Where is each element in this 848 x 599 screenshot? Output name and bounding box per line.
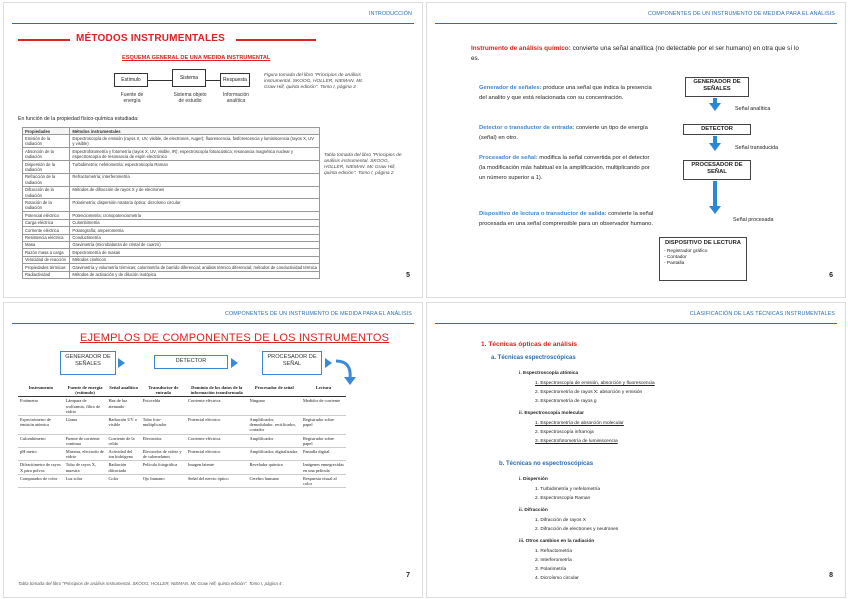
table-cell: Corriente de la celda bbox=[106, 434, 140, 447]
table-cell: Pantalla digital bbox=[301, 448, 346, 461]
property-cell: Emisión de la radiación bbox=[23, 135, 70, 148]
table-row bbox=[23, 161, 320, 174]
lead-highlight: Instrumento de análisis químico: bbox=[471, 45, 571, 52]
methods-cell: Conductimetría bbox=[70, 234, 320, 241]
table-cell: Potencial eléctrico bbox=[186, 416, 248, 435]
category-heading: ii. Difracción bbox=[519, 508, 548, 513]
arrow-right-icon bbox=[325, 358, 332, 368]
diagram-box-response: Respuesta bbox=[220, 73, 250, 87]
table-cell: Muestra, electrodo de vidrio bbox=[64, 448, 107, 461]
readout-item: - Contador bbox=[664, 255, 687, 260]
table-row bbox=[23, 271, 320, 278]
table-cell: Ninguno bbox=[248, 397, 301, 416]
diagram-box-system: Sistema bbox=[172, 69, 206, 87]
table-row bbox=[23, 148, 320, 161]
table-cell: Cerebro humano bbox=[248, 474, 301, 487]
slide-subtitle: ESQUEMA GENERAL DE UNA MEDIDA INSTRUMENTAL bbox=[122, 55, 271, 61]
category-heading: i. Dispersión bbox=[519, 477, 548, 482]
table-header-row bbox=[18, 384, 346, 397]
methods-cell: Gravimetría y volumetría térmicas; calorimetría de barrido diferencial; análisis térmico diferencial; métodos de conductividad térmica bbox=[70, 264, 320, 271]
component-term: Generador de señales: bbox=[479, 85, 542, 91]
curved-arrow-icon bbox=[334, 355, 358, 385]
methods-cell: Métodos cinéticos bbox=[70, 256, 320, 263]
list-item: 1. Refractometría bbox=[535, 549, 573, 554]
methods-cell: Gravimetría (microbalanza de cristal de cuarzo) bbox=[70, 241, 320, 248]
slide-7 bbox=[3, 302, 423, 598]
lead-text: convierte una señal analítica (no detectable por el ser humano) en otra que sí lo es. bbox=[471, 45, 799, 62]
component-detector bbox=[479, 123, 657, 143]
list-item: 1. Difracción de rayos X bbox=[535, 518, 586, 523]
table-cell: Haz de luz atenuado bbox=[106, 397, 140, 416]
property-cell: Potencial eléctrico bbox=[23, 212, 70, 219]
table-cell: Amplificador, digitalizador bbox=[248, 448, 301, 461]
slide-6 bbox=[426, 2, 846, 298]
flow-label-transduced: Señal transducida bbox=[735, 145, 779, 151]
table-cell: Culombímetro bbox=[18, 434, 64, 447]
table-header: Dominio de los datos de la información transformada bbox=[186, 384, 248, 397]
readout-item: - Registrador gráfico bbox=[664, 249, 708, 254]
table-cell: Registrador sobre papel bbox=[301, 416, 346, 435]
lead-paragraph bbox=[471, 44, 807, 64]
flow-arrow-down-icon bbox=[709, 143, 721, 151]
slide-number: 6 bbox=[829, 272, 833, 279]
header-rule bbox=[435, 323, 837, 324]
table-cell: Potencial eléctrico bbox=[186, 448, 248, 461]
table-cell: Radiación difractada bbox=[106, 461, 140, 474]
diagram-label-info: Información analítica bbox=[222, 92, 250, 104]
flow-label-analytical: Señal analítica bbox=[735, 106, 771, 112]
table-header: Fuente de energía (estímulo) bbox=[64, 384, 107, 397]
table-header: Lectura bbox=[301, 384, 346, 397]
group-detector: DETECTOR bbox=[154, 355, 228, 369]
table-cell: Fotocelda bbox=[141, 397, 186, 416]
header-rule bbox=[435, 23, 837, 24]
table-cell: Revelador químico bbox=[248, 461, 301, 474]
group-generator: GENERADOR DE SEÑALES bbox=[60, 351, 116, 375]
table-row bbox=[18, 416, 346, 435]
table-row bbox=[18, 461, 346, 474]
table-cell: Difractómetro de rayos X para polvos bbox=[18, 461, 64, 474]
property-cell: Dispersión de la radiación bbox=[23, 161, 70, 174]
header-rule bbox=[12, 23, 414, 24]
category-heading: i. Espectroscopía atómica bbox=[519, 371, 579, 376]
list-item: 1. Espectrometría de absorción molecular bbox=[535, 421, 624, 426]
property-cell: Rotación de la radiación bbox=[23, 199, 70, 212]
properties-table bbox=[22, 127, 320, 279]
table-row bbox=[23, 212, 320, 219]
table-body bbox=[23, 135, 320, 279]
table-row bbox=[23, 234, 320, 241]
slide-header: COMPONENTES DE UN INSTRUMENTO DE MEDIDA PARA EL ANÁLISIS bbox=[647, 11, 835, 17]
list-item: 3. Espectrometría de rayos g bbox=[535, 399, 597, 404]
table-header: Métodos instrumentales bbox=[70, 128, 320, 135]
methods-cell: Turbidimetría; nefelometría; espectroscopía Raman bbox=[70, 161, 320, 174]
property-cell: Refracción de la radiación bbox=[23, 173, 70, 186]
flow-box-processor: PROCESADOR DE SEÑAL bbox=[683, 160, 751, 180]
component-desc: convierte la señal procesada en una señal comprensible para un observador humano. bbox=[479, 211, 654, 227]
table-row bbox=[23, 249, 320, 256]
table-cell: Electrodos de vidrio y de calomelanos bbox=[141, 448, 186, 461]
table-cell: Corriente eléctrica bbox=[186, 397, 248, 416]
table-header: Procesador de señal bbox=[248, 384, 301, 397]
property-cell: Resistencia eléctrica bbox=[23, 234, 70, 241]
table-row bbox=[23, 241, 320, 248]
table-header: Señal analítica bbox=[106, 384, 140, 397]
table-row bbox=[23, 256, 320, 263]
group-processor: PROCESADOR DE SEÑAL bbox=[262, 351, 322, 375]
list-item: 2. Interferometría bbox=[535, 558, 572, 563]
table-row bbox=[18, 434, 346, 447]
flow-arrow-down-icon bbox=[709, 206, 721, 214]
property-cell: Velocidad de reacción bbox=[23, 256, 70, 263]
table-row bbox=[23, 199, 320, 212]
table-row bbox=[23, 219, 320, 226]
table-cell: Radiación UV o visible bbox=[106, 416, 140, 435]
list-item: 1. Turbidimetría y nefelometría bbox=[535, 487, 601, 492]
table-row bbox=[18, 474, 346, 487]
table-row bbox=[18, 448, 346, 461]
table-cell: Actividad del ion hidrógeno bbox=[106, 448, 140, 461]
property-cell: Corriente eléctrica bbox=[23, 227, 70, 234]
arrow-right-icon bbox=[118, 358, 125, 368]
list-item: 1. Espectroscopía de emisión, absorción y fluorescencia bbox=[535, 381, 655, 386]
table-cell: Fotómetro bbox=[18, 397, 64, 416]
table-row bbox=[23, 186, 320, 199]
property-cell: Razón masa a carga bbox=[23, 249, 70, 256]
flow-label-processed: Señal procesada bbox=[733, 217, 774, 223]
list-item: 2. Espectroscopía Raman bbox=[535, 496, 591, 501]
diagram-label-system: Sistema objeto de estudio bbox=[173, 92, 207, 104]
methods-cell: Espectrofotometría y fotometría (rayos X, UV, visible, IR); espectroscopía fotoacústica; resonancia magnética nuclear y espectroscopía de resonancia de espín electrónico bbox=[70, 148, 320, 161]
property-cell: Radiactividad bbox=[23, 271, 70, 278]
slide-header: CLASIFICACIÓN DE LAS TÉCNICAS INSTRUMENTALES bbox=[689, 311, 835, 317]
table-source-note: Tabla tomada del libro "Principios de análisis instrumental. SKOOG, HOLLER, NIEMAN. Mc Graw Hill, quinta edición". Tomo I, página 2 bbox=[324, 153, 402, 176]
table-cell: Imagen latente bbox=[186, 461, 248, 474]
table-body bbox=[18, 397, 346, 488]
component-processor bbox=[479, 153, 657, 183]
intro-text: En función de la propiedad físico-química estudiada: bbox=[18, 116, 139, 122]
diagram-arrow-2 bbox=[206, 80, 220, 81]
slide-title: EJEMPLOS DE COMPONENTES DE LOS INSTRUMENTOS bbox=[80, 332, 390, 344]
methods-cell: Culombimetría bbox=[70, 219, 320, 226]
methods-cell: Espectrometría de masas bbox=[70, 249, 320, 256]
slide-header: INTRODUCCIÓN bbox=[368, 11, 412, 17]
category-heading: ii. Espectroscopía molecular bbox=[519, 411, 585, 416]
header-rule bbox=[12, 323, 414, 324]
table-source-note: Tabla tomada del libro "Principios de análisis instrumental. SKOOG, HOLLER, NIEMAN. Mc Graw Hill, quinta edición". Tomo I, página 4 . bbox=[18, 581, 284, 586]
table-header: Propiedades bbox=[23, 128, 70, 135]
flow-box-generator: GENERADOR DE SEÑALES bbox=[685, 77, 749, 97]
category-heading: iii. Otros cambios en la radiación bbox=[519, 539, 595, 544]
table-cell: Respuesta visual al color bbox=[301, 474, 346, 487]
property-cell: Masa bbox=[23, 241, 70, 248]
flow-box-detector: DETECTOR bbox=[683, 124, 751, 135]
methods-cell: Espectroscopía de emisión (rayos X, UV, visible, de electrones, Auger); fluorescencia, fosforescencia y luminiscencia (rayos X, UV y visible) bbox=[70, 135, 320, 148]
methods-cell: Refractometría; interferometría bbox=[70, 173, 320, 186]
table-cell: pH metro bbox=[18, 448, 64, 461]
table-cell: Luz solar bbox=[64, 474, 107, 487]
table-cell: Tubo de rayos X, muestra bbox=[64, 461, 107, 474]
flow-box-readout bbox=[659, 237, 747, 281]
component-desc: produce una señal que indica la presencia del analito y que está relacionada con su concentración. bbox=[479, 85, 652, 101]
subsection-heading: a. Técnicas espectroscópicas bbox=[491, 355, 576, 361]
examples-table bbox=[18, 384, 346, 488]
slide-number: 7 bbox=[406, 572, 410, 579]
table-cell: Tubo foto-multiplicador bbox=[141, 416, 186, 435]
table-row bbox=[23, 135, 320, 148]
table-cell: Amplificador bbox=[248, 434, 301, 447]
slide-number: 5 bbox=[406, 272, 410, 279]
table-cell: Película fotográfica bbox=[141, 461, 186, 474]
property-cell: Difracción de la radiación bbox=[23, 186, 70, 199]
title-bar-right bbox=[236, 39, 316, 41]
table-header: Transductor de entrada bbox=[141, 384, 186, 397]
arrow-right-icon bbox=[231, 358, 238, 368]
property-cell: Carga eléctrica bbox=[23, 219, 70, 226]
table-cell: Lámpara de wolframio, filtro de vidrio bbox=[64, 397, 107, 416]
component-term: Procesador de señal: bbox=[479, 155, 538, 161]
flow-arrow-down-icon bbox=[709, 103, 721, 111]
table-cell: Corriente eléctrica bbox=[186, 434, 248, 447]
slide-8 bbox=[426, 302, 846, 598]
slide-number: 8 bbox=[829, 572, 833, 579]
component-desc: modifica la señal convertida por el detector (la modificación más habitual es la amplificación, multiplicando por un número superior a 1). bbox=[479, 155, 650, 181]
section-heading: 1. Técnicas ópticas de análisis bbox=[481, 341, 578, 348]
list-item: 2. Difracción de electrones y neutrones bbox=[535, 527, 619, 532]
figure-source-note: Figura tomada del libro "Principios de análisis instrumental. SKOOG, HOLLER, NIEMAN. Mc Graw Hill, quinta edición". Tomo I, página 3 bbox=[264, 73, 363, 90]
component-generator bbox=[479, 83, 657, 103]
diagram-arrow-1 bbox=[148, 80, 172, 81]
property-cell: Absorción de la radiación bbox=[23, 148, 70, 161]
table-row bbox=[23, 264, 320, 271]
table-cell: Espectrómetro de emisión atómica bbox=[18, 416, 64, 435]
diagram-label-source: Fuente de energía bbox=[120, 92, 144, 104]
table-row bbox=[23, 173, 320, 186]
table-header: Instrumento bbox=[18, 384, 64, 397]
table-row bbox=[18, 397, 346, 416]
list-item: 2. Espectrometría de rayos X: absorción y emisión bbox=[535, 390, 643, 395]
list-item: 4. Dicroísmo circular bbox=[535, 576, 579, 581]
list-item: 3. Polarimetría bbox=[535, 567, 567, 572]
component-term: Dispositivo de lectura o transductor de salida: bbox=[479, 211, 607, 217]
methods-cell: Métodos de difracción de rayos X y de electrones bbox=[70, 186, 320, 199]
component-term: Detector o transductor de entrada: bbox=[479, 125, 575, 131]
table-cell: Medidor de corriente bbox=[301, 397, 346, 416]
table-cell: Imágenes ennegrecidas en una película bbox=[301, 461, 346, 474]
component-readout bbox=[479, 209, 657, 229]
methods-cell: Polarimetría; dispersión rotatoria óptica; dicroísmo circular bbox=[70, 199, 320, 212]
table-cell: Señal del nervio óptico bbox=[186, 474, 248, 487]
flow-arrow-stem bbox=[713, 181, 717, 207]
slide-5 bbox=[3, 2, 423, 298]
methods-cell: Polarografía; amperometría bbox=[70, 227, 320, 234]
methods-cell: Potenciometría; cronopotenciometría bbox=[70, 212, 320, 219]
readout-title: DISPOSITIVO DE LECTURA bbox=[664, 240, 741, 246]
readout-item: - Pantalla bbox=[664, 261, 685, 266]
table-cell: Ojo humano bbox=[141, 474, 186, 487]
table-cell: Electrodos bbox=[141, 434, 186, 447]
table-cell: Amplificador, demodulador, rectificador, cortador bbox=[248, 416, 301, 435]
title-bar-left bbox=[18, 39, 70, 41]
table-cell: Registrador sobre papel bbox=[301, 434, 346, 447]
table-row bbox=[23, 227, 320, 234]
table-cell: Fuente de corriente continua bbox=[64, 434, 107, 447]
property-cell: Propiedades térmicas bbox=[23, 264, 70, 271]
table-cell: Comparador de color bbox=[18, 474, 64, 487]
table-cell: Llama bbox=[64, 416, 107, 435]
list-item: 2. Espectroscopía infrarroja bbox=[535, 430, 594, 435]
slide-title: MÉTODOS INSTRUMENTALES bbox=[76, 33, 226, 44]
component-desc: convierte un tipo de energía (señal) en otro. bbox=[479, 125, 648, 141]
list-item: 3. Espectrofotometría de luminiscencia bbox=[535, 439, 618, 444]
diagram-box-stimulus: Estímulo bbox=[114, 73, 148, 87]
slide-header: COMPONENTES DE UN INSTRUMENTO DE MEDIDA PARA EL ANÁLISIS bbox=[224, 311, 412, 317]
table-cell: Color bbox=[106, 474, 140, 487]
subsection-heading: b. Técnicas no espectroscópicas bbox=[499, 461, 594, 467]
methods-cell: Métodos de activación y de dilución isotópica bbox=[70, 271, 320, 278]
